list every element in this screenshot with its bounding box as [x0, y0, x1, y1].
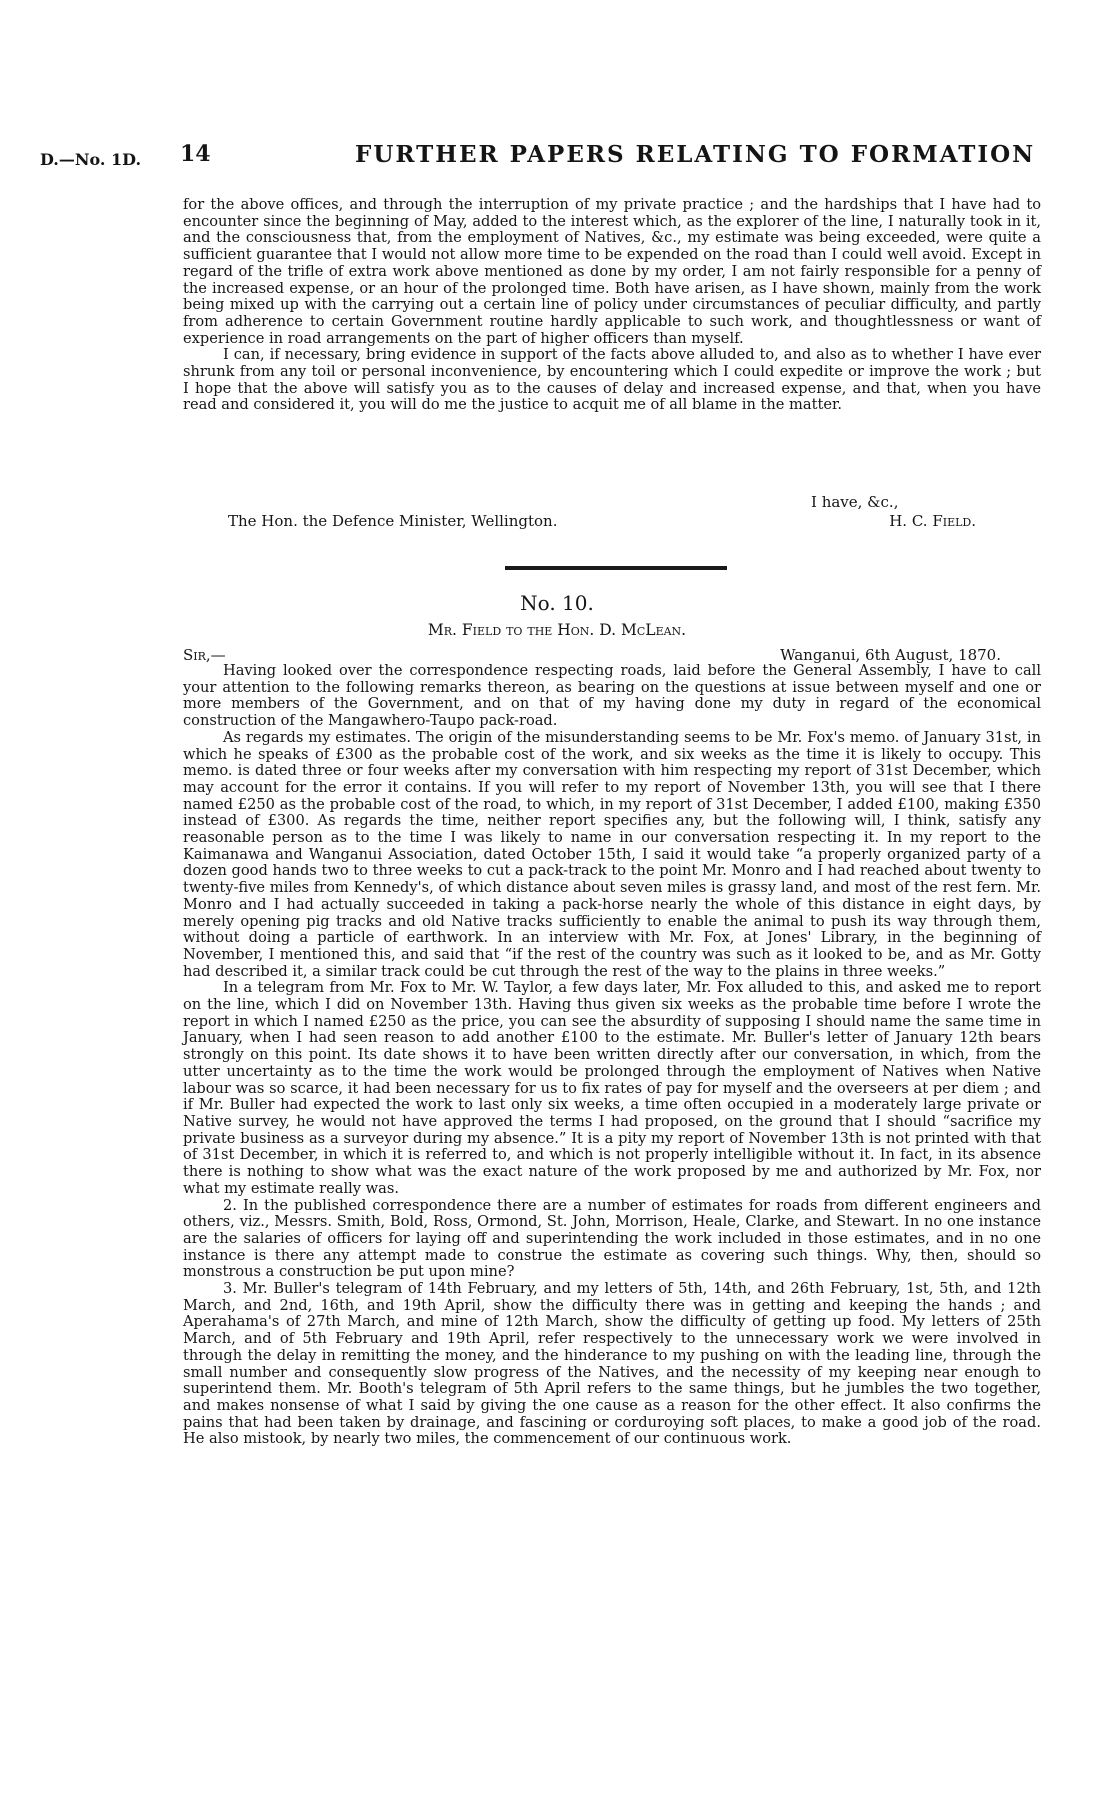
letter-closing [183, 493, 1041, 533]
place-date: Wanganui, 6th August, 1870. [780, 646, 1001, 664]
running-title: FURTHER PAPERS RELATING TO FORMATION [355, 141, 1036, 168]
paragraph: 3. Mr. Buller's telegram of 14th February, and my letters of 5th, 14th, and 26th February, 1st, 5th, and 12th March, and 2nd, 16th, and 19th April, show the difficulty there was in getting and keeping the hands ; and Aperahama's of 27th March, and mine of 12th March, show the difficulty of getting up food. My letters of 25th March, and of 5th February and 19th April, refer respectively to the unnecessary work we were involved in through the delay in remitting the money, and the hinderance to my pushing on with the leading line, through the small number and consequently slow progress of the Natives, and the necessity of my keeping near enough to superintend them. Mr. Booth's telegram of 5th April refers to the same things, but he jumbles the two together, and makes nonsense of what I said by giving the one cause as a reason for the other effect. It also confirms the pains that had been taken by drainage, and fascining or corduroying soft places, to make a good job of the road. He also mistook, by nearly two miles, the commencement of our continuous work. [183, 1280, 1041, 1448]
paragraph: I can, if necessary, bring evidence in support of the facts above alluded to, and also as to whether I have ever shrunk from any toil or personal inconvenience, by encountering which I could expedite or improve the work ; but I hope that the above will satisfy you as to the causes of delay and increased expense, and that, when you have read and considered it, you will do me the justice to acquit me of all blame in the matter. [183, 346, 1041, 414]
letter-number: No. 10. [520, 591, 594, 615]
running-header [40, 141, 1080, 181]
paragraph: for the above offices, and through the interruption of my private practice ; and the hardships that I have had to encounter since the beginning of May, added to the interest which, as the explorer of the line, I naturally took in it, and the consciousness that, from the employment of Natives, &c., my estimate was being exceeded, were quite a sufficient guarantee that I would not allow more time to be expended on the road than I could well avoid. Except in regard of the trifle of extra work above mentioned as done by my order, I am not fairly responsible for a penny of the increased expense, or an hour of the prolonged time. Both have arisen, as I have shown, mainly from the work being mixed up with the carrying out a certain line of policy under circumstances of peculiar difficulty, and partly from adherence to certain Government routine hardly applicable to such work, and thoughtlessness or want of experience in road arrangements on the part of higher officers than myself. [183, 196, 1041, 347]
document-reference: D.—No. 1D. [40, 150, 142, 169]
letter-body [183, 663, 1041, 1448]
signature: H. C. Field. [889, 512, 976, 530]
paragraph: Having looked over the correspondence respecting roads, laid before the General Assembly, I have to call your attention to the following remarks thereon, as bearing on the questions at issue between myself and one or more members of the Government, and on that of my having done my duty in regard of the economical construction of the Mangawhero-Taupo pack-road. [183, 662, 1041, 730]
closing-phrase-block [811, 493, 1041, 512]
addressee: The Hon. the Defence Minister, Wellington. [228, 512, 558, 530]
closing-phrase: I have, &c., [811, 493, 899, 511]
section-divider [505, 566, 727, 570]
paragraph: In a telegram from Mr. Fox to Mr. W. Taylor, a few days later, Mr. Fox alluded to this, and asked me to report on the line, which I did on November 13th. Having thus given six weeks as the probable time before I wrote the report in which I named £250 as the price, you can see the absurdity of supposing I should name the same time in January, when I had seen reason to add another £100 to the estimate. Mr. Buller's letter of January 12th bears strongly on this point. Its date shows it to have been written directly after our conversation, in which, from the utter uncertainty as to the time the work would be prolonged through the employment of Natives when Native labour was so scarce, it had been necessary for us to fix rates of pay for myself and the overseers at per diem ; and if Mr. Buller had expected the work to last only six weeks, a time often occupied in a moderately large private or Native survey, he would not have approved the terms I had proposed, on the ground that I should “sacrifice my private business as a surveyor during my absence.” It is a pity my report of November 13th is not printed with that of 31st December, in which it is referred to, and which is not properly intelligible without it. In fact, in its absence there is nothing to show what was the exact nature of the work proposed by me and authorized by Mr. Fox, nor what my estimate really was. [183, 979, 1041, 1197]
page-number: 14 [180, 141, 211, 167]
paragraph: 2. In the published correspondence there are a number of estimates for roads from different engineers and others, viz., Messrs. Smith, Bold, Ross, Ormond, St. John, Morrison, Heale, Clarke, and Stewart. In no one instance are the salaries of officers for laying off and superintending the work included in those estimates, and in no one instance is there any attempt made to construe the estimate as covering such things. Why, then, should so monstrous a construction be put upon mine? [183, 1196, 1041, 1281]
salutation: Sir,— [183, 646, 226, 664]
paragraph: As regards my estimates. The origin of the misunderstanding seems to be Mr. Fox's memo. of January 31st, in which he speaks of £300 as the probable cost of the work, and six weeks as the time it is likely to occupy. This memo. is dated three or four weeks after my conversation with him respecting my report of 31st December, which may account for the error it contains. If you will refer to my report of November 13th, you will see that I there named £250 as the probable cost of the road, to which, in my report of 31st December, I added £100, making £350 instead of £300. As regards the time, neither report specifies any, but the following will, I think, satisfy any reasonable person as to the time I was likely to name in our conversation respecting it. In my report to the Kaimanawa and Wanganui Association, dated October 15th, I said it would take “a properly organized party of a dozen good hands two to three weeks to cut a pack-track to the point Mr. Monro and I had reached about twenty to twenty-five miles from Kennedy's, of which distance about seven miles is grassy land, and most of the rest fern. Mr. Monro and I had actually succeeded in taking a pack-horse nearly the whole of this distance in eight days, by merely opening pig tracks and old Native tracks sufficiently to enable the animal to push its way through them, without doing a particle of earthwork. In an interview with Mr. Fox, at Jones' Library, in the beginning of November, I mentioned this, and said that “if the rest of the country was such as it looked to be, and as Mr. Gotty had described it, a similar track could be cut through the rest of the way to the plains in three weeks.” [183, 728, 1041, 980]
letter-header: Mr. Field to the Hon. D. McLean. [427, 621, 687, 639]
continuation-text [183, 197, 1041, 414]
